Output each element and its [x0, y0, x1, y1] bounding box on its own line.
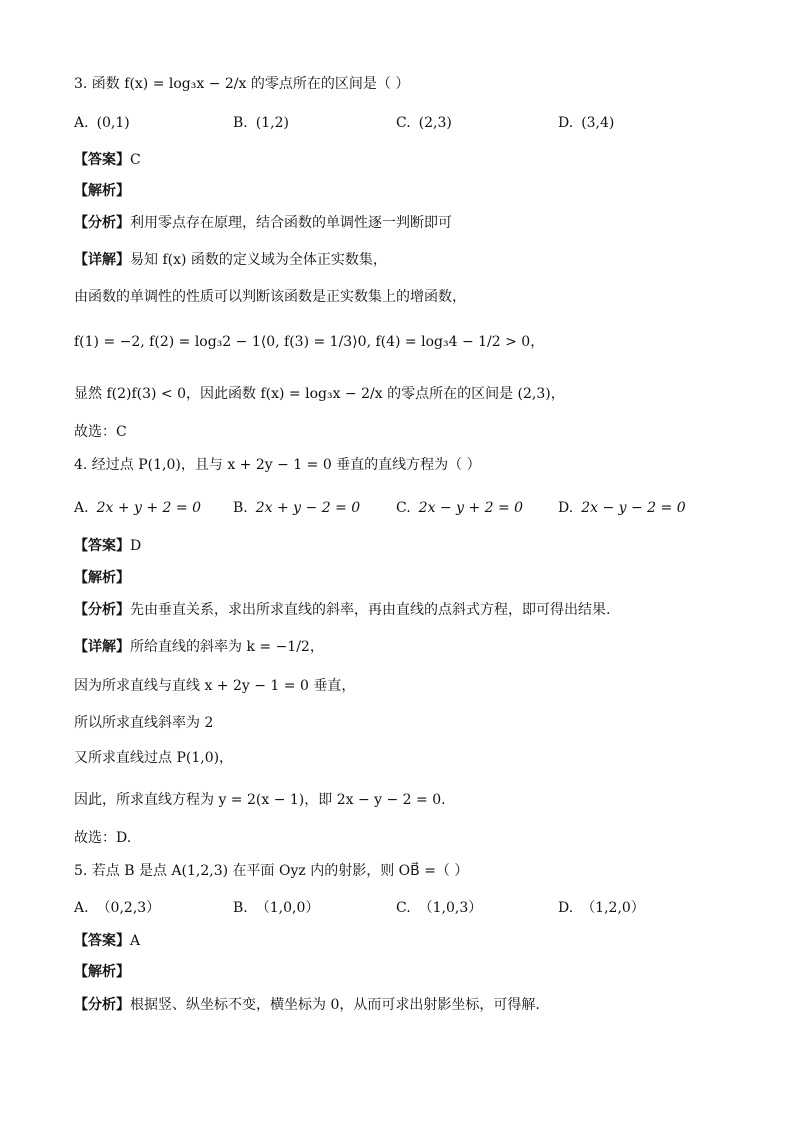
q5-analysis-heading: 【解析】	[74, 964, 130, 980]
q4-fenxi: 【分析】先由垂直关系，求出所求直线的斜率，再由直线的点斜式方程，即可得出结果.	[74, 602, 611, 618]
q3-fenxi: 【分析】利用零点存在原理，结合函数的单调性逐一判断即可	[74, 215, 452, 231]
q4-xiangjie: 【详解】所给直线的斜率为 k = −1/2，	[74, 639, 324, 655]
q4-stem: 4. 经过点 P(1,0)，且与 x + 2y − 1 = 0 垂直的直线方程为（ ）	[74, 457, 481, 473]
q5-answer: 【答案】A	[74, 933, 141, 949]
q4-option-d: D. 2x − y − 2 = 0	[558, 500, 686, 516]
q4-analysis-heading: 【解析】	[74, 570, 130, 586]
q3-line4: 显然 f(2)f(3) < 0，因此函数 f(x) = log₃x − 2/x 的零点所在的区间是 (2,3)，	[74, 386, 565, 402]
q4-line2: 因为所求直线与直线 x + 2y − 1 = 0 垂直，	[74, 678, 356, 694]
q3-line3: f(1) = −2, f(2) = log₃2 − 1⟨0, f(3) = 1/3⟩0, f(4) = log₃4 − 1/2 > 0，	[74, 334, 545, 350]
q3-stem: 3. 函数 f(x) = log₃x − 2/x 的零点所在的区间是（ ）	[74, 76, 410, 92]
q3-xiangjie: 【详解】易知 f(x) 函数的定义域为全体正实数集，	[74, 252, 387, 268]
q5-option-a: A. （0,2,3）	[74, 900, 161, 916]
q3-analysis-heading: 【解析】	[74, 183, 130, 199]
q3-option-a: A. (0,1)	[74, 115, 130, 131]
q5-option-d: D. （1,2,0）	[558, 900, 645, 916]
q3-line2: 由函数的单调性的性质可以判断该函数是正实数集上的增函数，	[74, 289, 466, 305]
q3-answer: 【答案】C	[74, 152, 141, 168]
q3-conclusion: 故选：C	[74, 424, 127, 440]
q4-option-b: B. 2x + y − 2 = 0	[233, 500, 361, 516]
q5-option-b: B. （1,0,0）	[233, 900, 320, 916]
q5-stem: 5. 若点 B 是点 A(1,2,3) 在平面 Oyz 内的射影，则 OB⃗ =（ ）	[74, 863, 469, 879]
q3-option-d: D. (3,4)	[558, 115, 615, 131]
q4-conclusion: 故选：D.	[74, 830, 132, 846]
q4-option-c: C. 2x − y + 2 = 0	[396, 500, 524, 516]
q4-line4: 又所求直线过点 P(1,0)，	[74, 750, 234, 766]
q3-option-c: C. (2,3)	[396, 115, 452, 131]
q4-line5: 因此，所求直线方程为 y = 2(x − 1)，即 2x − y − 2 = 0.	[74, 792, 446, 808]
q4-option-a: A. 2x + y + 2 = 0	[74, 500, 201, 516]
q4-line3: 所以所求直线斜率为 2	[74, 715, 214, 731]
q4-answer: 【答案】D	[74, 538, 142, 554]
q3-option-b: B. (1,2)	[233, 115, 289, 131]
q5-option-c: C. （1,0,3）	[396, 900, 483, 916]
q5-fenxi: 【分析】根据竖、纵坐标不变，横坐标为 0，从而可求出射影坐标，可得解.	[74, 997, 540, 1013]
